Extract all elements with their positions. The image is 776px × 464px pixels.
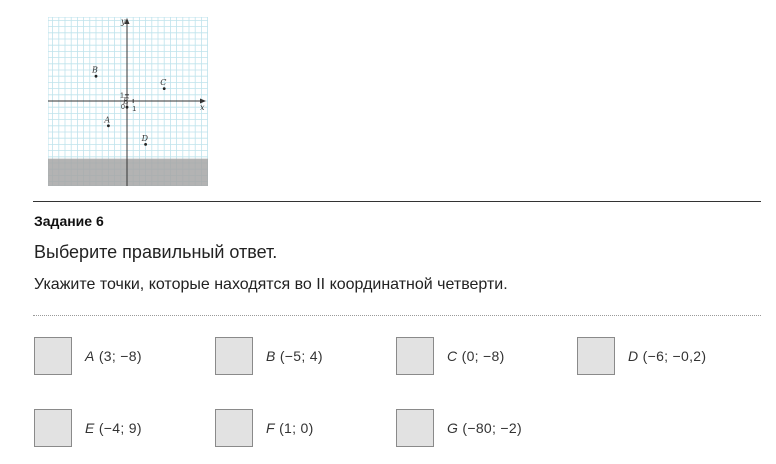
option-checkbox[interactable] [396, 409, 434, 447]
dotted-divider [33, 315, 761, 316]
option-label [266, 348, 323, 364]
option-point-name: B [266, 348, 276, 364]
option-point-name: F [266, 420, 275, 436]
option-point-name: G [447, 420, 459, 436]
origin-label: 0 [121, 104, 125, 111]
point-e [126, 106, 129, 109]
option-label [266, 420, 314, 436]
point-label-c: C [160, 78, 167, 88]
option-coords: (0; −8) [461, 348, 505, 364]
option-checkbox[interactable] [34, 337, 72, 375]
option-d[interactable] [577, 337, 706, 375]
instruction-text: Выберите правильный ответ. [34, 242, 278, 262]
unit-y-label: 1 [120, 92, 124, 100]
option-checkbox[interactable] [396, 337, 434, 375]
option-point-name: E [85, 420, 95, 436]
option-label [85, 420, 142, 436]
x-axis-label: x [200, 103, 205, 112]
unit-x-label: 1 [132, 106, 137, 113]
option-coords: (−5; 4) [279, 348, 323, 364]
coordinate-plane [48, 17, 208, 186]
option-coords: (−6; −0,2) [642, 348, 707, 364]
point-label-b: B [92, 65, 98, 75]
option-coords: (−80; −2) [462, 420, 522, 436]
point-a [107, 124, 110, 127]
section-divider [33, 201, 761, 202]
question-text: Укажите точки, которые находятся во II координатной четверти. [34, 276, 508, 293]
option-c[interactable] [396, 337, 505, 375]
option-checkbox[interactable] [577, 337, 615, 375]
option-label [628, 348, 706, 364]
option-label [447, 420, 522, 436]
option-coords: (1; 0) [279, 420, 314, 436]
option-label [85, 348, 142, 364]
point-c [163, 87, 166, 90]
point-label-a: A [104, 115, 111, 125]
option-label [447, 348, 505, 364]
option-point-name: C [447, 348, 458, 364]
shaded-region [48, 159, 208, 186]
coordinate-plane-figure [48, 17, 208, 186]
point-b [95, 75, 98, 78]
option-checkbox[interactable] [215, 409, 253, 447]
option-b[interactable] [215, 337, 323, 375]
option-coords: (3; −8) [98, 348, 142, 364]
point-label-e: E [123, 96, 129, 106]
y-axis-label: y [121, 17, 126, 26]
option-f[interactable] [215, 409, 314, 447]
option-point-name: A [85, 348, 95, 364]
point-label-d: D [141, 133, 149, 143]
option-a[interactable] [34, 337, 142, 375]
option-checkbox[interactable] [215, 337, 253, 375]
point-d [144, 143, 147, 146]
option-point-name: D [628, 348, 639, 364]
task-label: Задание 6 [34, 213, 104, 229]
option-coords: (−4; 9) [98, 420, 142, 436]
option-checkbox[interactable] [34, 409, 72, 447]
option-e[interactable] [34, 409, 142, 447]
option-g[interactable] [396, 409, 522, 447]
